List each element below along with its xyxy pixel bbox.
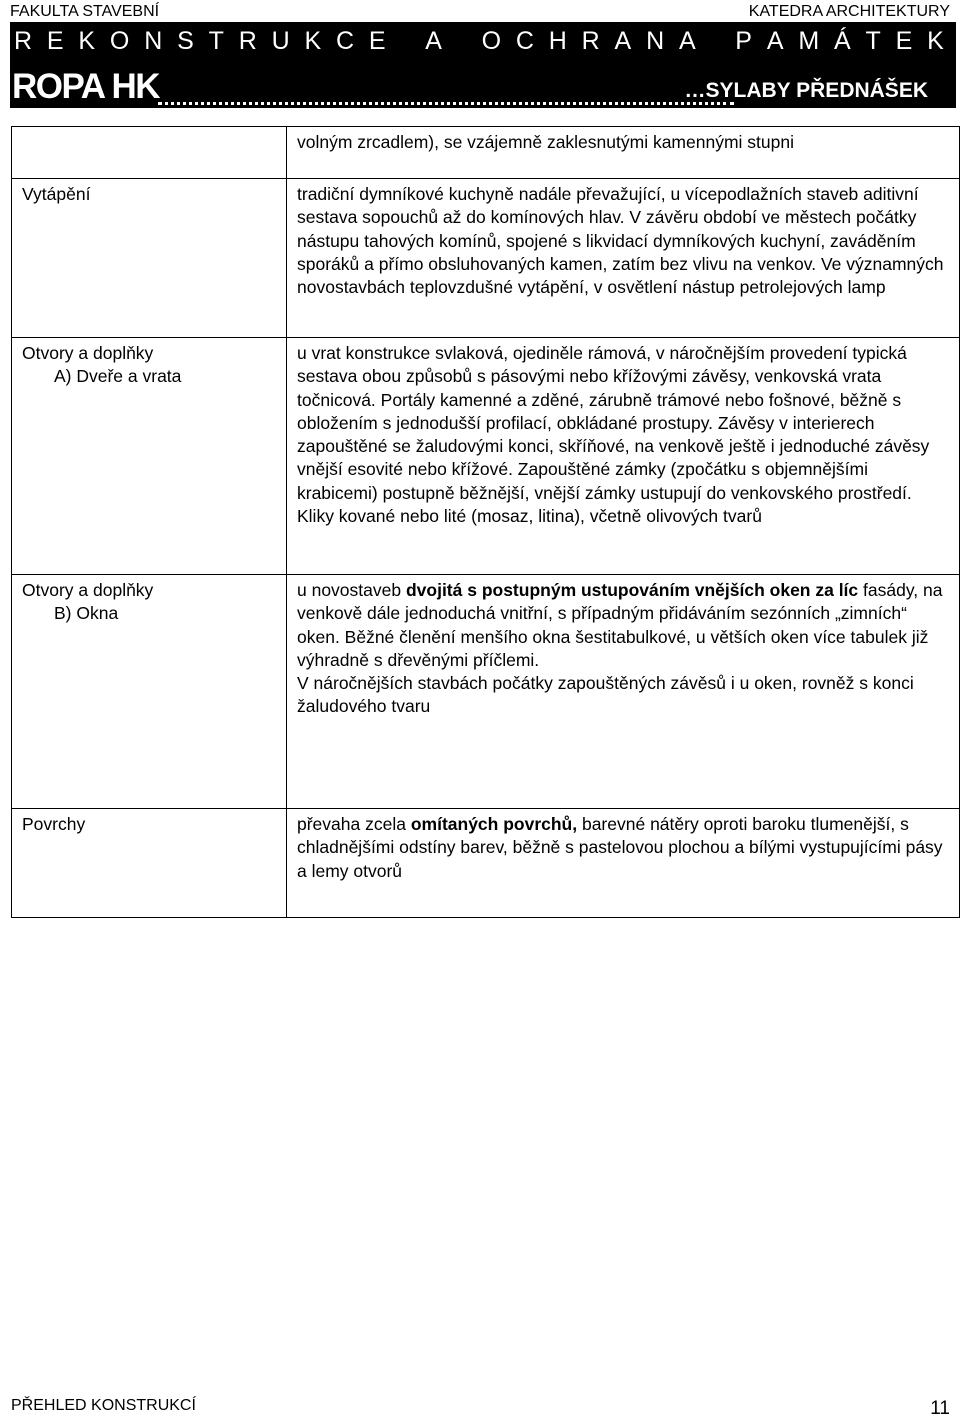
- course-title-letter: R: [14, 27, 33, 55]
- description-cell: [287, 809, 960, 918]
- table-row: [12, 338, 960, 575]
- topic-heading: Otvory a doplňky: [22, 343, 154, 363]
- course-title-letter: K: [927, 27, 944, 55]
- description-paragraph: [297, 672, 951, 719]
- table-row: [12, 809, 960, 918]
- body-text: tradiční dymníkové kuchyně nadále převažující, u vícepodlažních staveb aditivní sestava sopouchů až do komínových hlav. V závěru období ve městech počátky nástupu tahových komínů, spojené s likvidací dymníkových kuchyní, zaváděním sporáků a přímo obsluhovaných kamen, zatím bez vlivu na venkov. Ve významných novostavbách teplovzdušné vytápění, v osvětlení nástup petrolejových lamp: [297, 184, 944, 298]
- top-header-line: [10, 2, 950, 22]
- course-title-letter: A: [614, 27, 632, 55]
- course-title: [14, 26, 944, 56]
- body-text: V náročnějších stavbách počátky zapouštěných závěsů i u oken, rovněž s konci žaludového tvaru: [297, 673, 914, 717]
- topic-cell: [12, 575, 287, 809]
- course-title-letter: N: [144, 27, 163, 55]
- description-paragraph: [297, 342, 951, 528]
- topic-cell: [12, 338, 287, 575]
- course-title-letter: [400, 26, 410, 56]
- course-title-letter: P: [735, 27, 752, 55]
- course-title-letter: A: [425, 27, 442, 55]
- topic-subheading: A) Dveře a vrata: [54, 366, 182, 387]
- body-text: u novostaveb: [297, 580, 406, 600]
- course-title-letter: M: [798, 27, 820, 55]
- topic-cell: [12, 127, 287, 179]
- department-name: KATEDRA ARCHITEKTURY: [748, 3, 950, 20]
- topic-cell: [12, 809, 287, 918]
- topic-cell: [12, 179, 287, 338]
- topic-heading: Vytápění: [22, 184, 91, 204]
- course-title-letter: E: [368, 27, 386, 55]
- course-title-letter: O: [481, 27, 502, 55]
- course-title-letter: U: [271, 27, 290, 55]
- course-title-letter: C: [336, 27, 355, 55]
- emphasized-text: omítaných povrchů,: [410, 814, 578, 834]
- course-title-letter: A: [766, 27, 784, 55]
- description-cell: [287, 127, 960, 179]
- description-paragraph: [297, 813, 951, 883]
- emphasized-text: dvojitá s postupným ustupováním vnějších oken za líc: [405, 580, 859, 600]
- course-title-letter: Á: [833, 27, 851, 55]
- table-row: [12, 127, 960, 179]
- description-paragraph: [297, 131, 951, 154]
- title-banner: [10, 22, 956, 108]
- dotted-leader: [158, 82, 734, 105]
- course-title-letter: E: [46, 27, 64, 55]
- content-table: [11, 126, 960, 918]
- description-paragraph: [297, 183, 951, 299]
- body-text: barevné nátěry oproti baroku tlumenější, s chladnějšími odstíny barev, běžně s pastelovou plochou a bílými vystupujícími pásy a lemy otvorů: [297, 814, 943, 881]
- syllabus-title: …SYLABY PŘEDNÁŠEK: [684, 79, 928, 102]
- faculty-name: FAKULTA STAVEBNÍ: [10, 3, 160, 20]
- course-title-letter: R: [238, 27, 257, 55]
- course-title-letter: H: [548, 27, 567, 55]
- course-title-letter: O: [109, 27, 130, 55]
- course-title-letter: [710, 26, 720, 56]
- body-text: volným zrcadlem), se vzájemně zaklesnutými kamennými stupni: [297, 132, 794, 152]
- course-title-letter: K: [304, 27, 322, 55]
- body-text: převaha zcela: [297, 814, 411, 834]
- body-text: fasády, na venkově dále jednoduchá vnitřní, s případným přidáváním sezónních „zimních“ oken. Běžné členění menšího okna šestitabulkové, u větších oken více tabulek již výhradně s dřevěnými příčlemi.: [297, 580, 943, 670]
- course-title-letter: T: [208, 27, 224, 55]
- table-row: [12, 575, 960, 809]
- description-paragraph: [297, 579, 951, 672]
- course-title-letter: A: [678, 27, 696, 55]
- table-row: [12, 179, 960, 338]
- topic-heading: Otvory a doplňky: [22, 580, 154, 600]
- description-cell: [287, 179, 960, 338]
- body-text: u vrat konstrukce svlaková, ojediněle rámová, v náročnějším provedení typická sestava obou způsobů s pásovými nebo křížovými závěsy, venkovská vrata točnicová. Portály kamenné a zděné, zárubně trámové nebo fošnové, běžně s obložením s jednodušší profilací, obkládané prostupy. Závěsy v interierech zapouštěné se žaludovými konci, skříňové, na venkově ještě i jednoduché závěsy vnější esovité nebo křížové. Zapouštěné zámky (zpočátku s objemnějšími krabicemi) postupně běžnější, vnější zámky ustupují do venkovského prostředí. Kliky kované nebo lité (mosaz, litina), včetně olivových tvarů: [297, 343, 930, 527]
- topic-subheading: B) Okna: [54, 603, 119, 624]
- course-title-letter: S: [177, 27, 194, 55]
- description-cell: [287, 338, 960, 575]
- course-title-letter: R: [581, 27, 600, 55]
- topic-heading: Povrchy: [22, 814, 86, 834]
- project-name: ROPA HK: [12, 67, 159, 106]
- course-title-letter: K: [78, 27, 96, 55]
- course-title-letter: C: [515, 27, 534, 55]
- description-cell: [287, 575, 960, 809]
- course-title-letter: T: [865, 27, 881, 55]
- footer-section-name: PŘEHLED KONSTRUKCÍ: [11, 1397, 196, 1414]
- course-title-letter: E: [895, 27, 913, 55]
- course-title-letter: [457, 26, 467, 56]
- page-number: 11: [930, 1398, 950, 1419]
- course-title-letter: N: [646, 27, 665, 55]
